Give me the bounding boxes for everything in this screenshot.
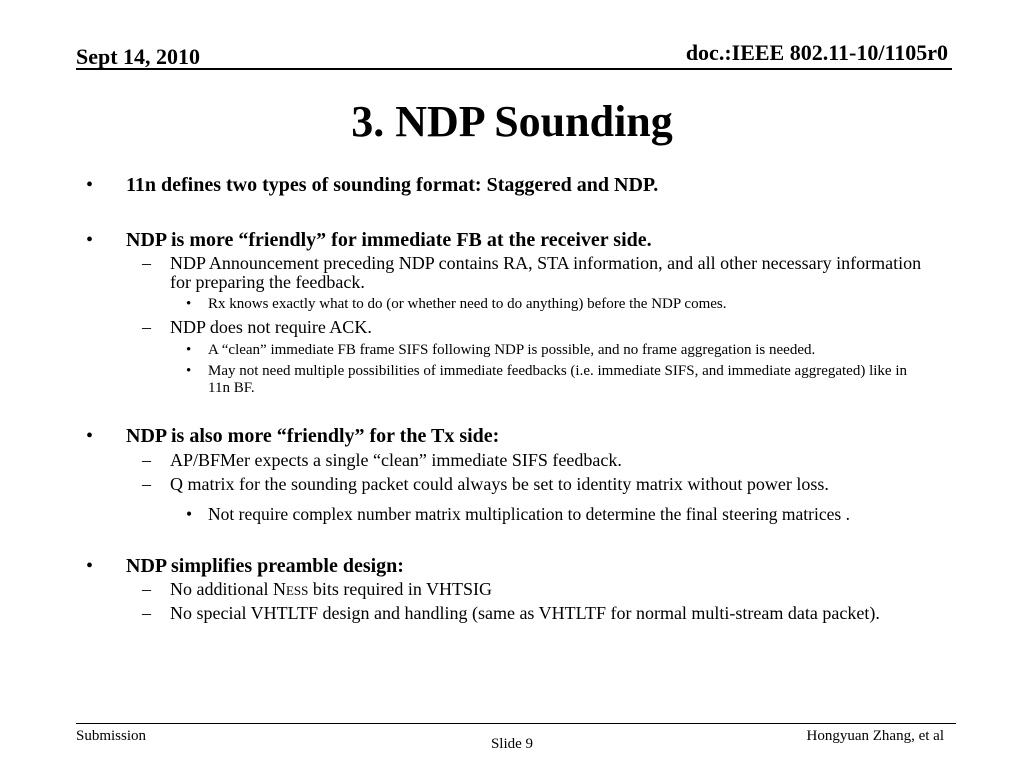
- sub-item-text: No special VHTLTF design and handling (same as VHTLTF for normal multi-stream data packet).: [170, 603, 880, 623]
- dash-marker: –: [142, 317, 151, 337]
- dash-marker: –: [142, 603, 151, 623]
- sub-item-text: NDP does not require ACK.: [170, 317, 372, 337]
- sub-item-text: NDP Announcement preceding NDP contains RA, STA information, and all other necessary information for preparing the feedback.: [170, 253, 922, 292]
- bullet-marker: •: [86, 229, 94, 251]
- dash-marker: –: [142, 579, 151, 599]
- footer-slide-number: Slide 9: [490, 736, 534, 752]
- sub-item: [86, 318, 926, 337]
- sub-item-text: Q matrix for the sounding packet could always be set to identity matrix without power loss.: [170, 474, 829, 494]
- footer-rule: [76, 723, 956, 724]
- slide-title: 3. NDP Sounding: [351, 97, 673, 146]
- sub-sub-item: [86, 363, 926, 397]
- sub-sub-item: [86, 342, 926, 359]
- bullet-item: [86, 228, 926, 252]
- bullet-text: NDP simplifies preamble design:: [126, 555, 404, 577]
- sub-item: [86, 475, 926, 494]
- sub-sub-item: [86, 504, 926, 524]
- dash-marker: –: [142, 474, 151, 494]
- bullet-text: NDP is also more “friendly” for the Tx side:: [126, 425, 500, 447]
- bullet-marker: •: [186, 296, 192, 312]
- bullet-marker: •: [186, 342, 192, 358]
- sub-item-text-before: No additional: [170, 579, 273, 599]
- dash-marker: –: [142, 450, 151, 470]
- header-date: Sept 14, 2010: [76, 44, 201, 69]
- bullet-item: [86, 424, 926, 448]
- sub-sub-item-text: A “clean” immediate FB frame SIFS following NDP is possible, and no frame aggregation is needed.: [208, 342, 816, 358]
- sub-sub-item: [86, 296, 926, 313]
- bullet-marker: •: [86, 174, 94, 196]
- sub-item-text-after: bits required in VHTSIG: [308, 579, 493, 599]
- header-doc-id: doc.:IEEE 802.11-10/1105r0: [685, 40, 948, 65]
- header-rule: [76, 68, 952, 70]
- sub-sub-item-text: Not require complex number matrix multiplication to determine the final steering matrices .: [208, 504, 850, 524]
- sub-item: [86, 604, 926, 623]
- sub-item-text: AP/BFMer expects a single “clean” immediate SIFS feedback.: [170, 450, 622, 470]
- bullet-marker: •: [186, 363, 192, 379]
- sub-sub-item-text: Rx knows exactly what to do (or whether need to do anything) before the NDP comes.: [208, 296, 727, 312]
- sub-item: [86, 451, 926, 470]
- bullet-text: NDP is more “friendly” for immediate FB at the receiver side.: [126, 229, 652, 251]
- sub-sub-item-text: May not need multiple possibilities of immediate feedbacks (i.e. immediate SIFS, and immediate aggregated) like in 11n BF.: [208, 363, 907, 396]
- bullet-marker: •: [86, 425, 94, 447]
- bullet-item: [86, 173, 926, 197]
- bullet-list: [86, 173, 926, 623]
- bullet-marker: •: [186, 504, 193, 524]
- sub-item-text-smallcaps: Ness: [272, 579, 309, 599]
- footer-left: Submission: [76, 728, 147, 744]
- bullet-text: 11n defines two types of sounding format: Staggered and NDP.: [126, 174, 659, 196]
- bullet-item: [86, 554, 926, 578]
- sub-item: [86, 580, 926, 599]
- sub-item: [86, 254, 926, 292]
- bullet-marker: •: [86, 555, 94, 577]
- footer-author: Hongyuan Zhang, et al: [806, 728, 944, 744]
- dash-marker: –: [142, 253, 151, 273]
